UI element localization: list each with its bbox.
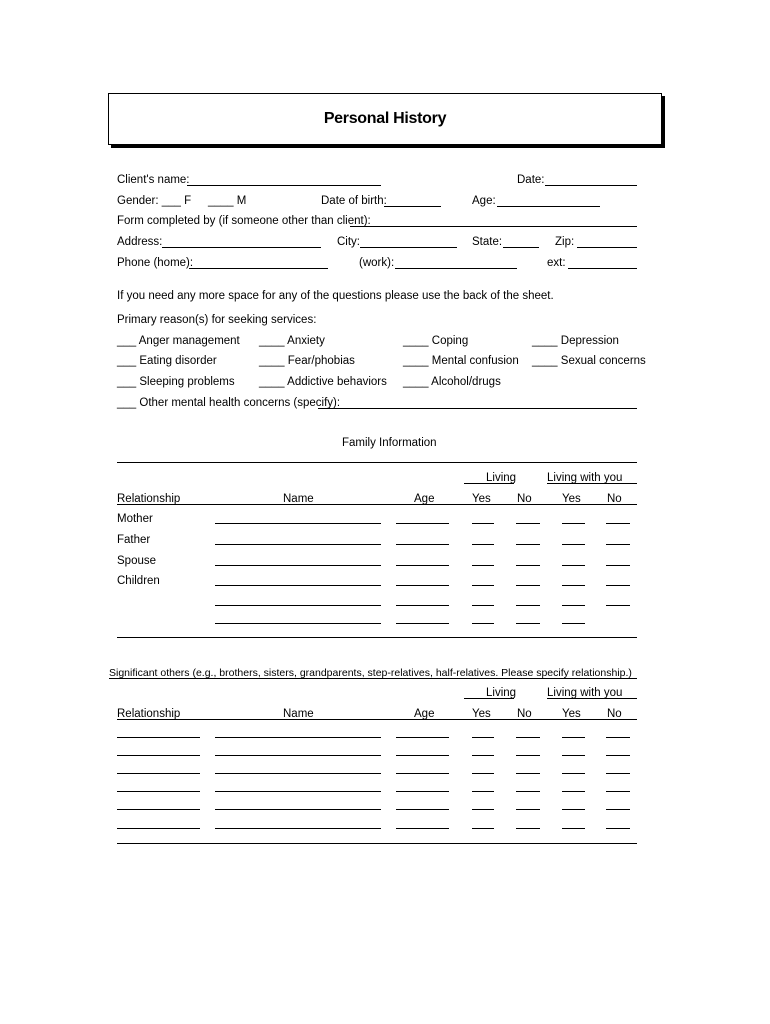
living-yes-blank[interactable]	[472, 585, 494, 586]
living-with-yes-blank[interactable]	[562, 605, 585, 606]
living-with-no-blank[interactable]	[606, 544, 630, 545]
living-no-blank[interactable]	[516, 544, 540, 545]
reason-eating[interactable]: ___ Eating disorder	[117, 355, 217, 367]
living-with-yes-blank[interactable]	[562, 791, 585, 792]
living-with-no-blank[interactable]	[606, 605, 630, 606]
reason-confusion[interactable]: ____ Mental confusion	[403, 355, 519, 367]
sig-living-yes-header: Yes	[472, 708, 491, 720]
relationship-blank[interactable]	[117, 755, 200, 756]
living-header: Living	[486, 472, 517, 484]
name-blank[interactable]	[215, 809, 381, 810]
name-blank[interactable]	[215, 791, 381, 792]
living-yes-blank[interactable]	[472, 773, 494, 774]
living-yes-blank[interactable]	[472, 544, 494, 545]
gender-m-label: ____ M	[208, 195, 247, 207]
sig-living-no-header: No	[517, 708, 532, 720]
living-yes-blank[interactable]	[472, 809, 494, 810]
living-no-blank[interactable]	[516, 605, 540, 606]
reason-fear[interactable]: ____ Fear/phobias	[259, 355, 355, 367]
zip-label: Zip:	[555, 236, 575, 248]
living-no-blank[interactable]	[516, 791, 540, 792]
living-yes-header: Yes	[472, 493, 491, 505]
name-header: Name	[283, 493, 314, 505]
relationship-blank[interactable]	[117, 791, 200, 792]
age-blank[interactable]	[396, 523, 449, 524]
age-blank[interactable]	[396, 773, 449, 774]
age-blank[interactable]	[396, 565, 449, 566]
age-blank[interactable]	[396, 623, 449, 624]
name-blank[interactable]	[215, 585, 381, 586]
living-with-yes-blank[interactable]	[562, 755, 585, 756]
row-mother: Mother	[117, 513, 153, 525]
phone-home-field[interactable]	[189, 256, 328, 269]
reason-anxiety[interactable]: ____ Anxiety	[259, 335, 325, 347]
age-blank[interactable]	[396, 544, 449, 545]
living-with-no-blank[interactable]	[606, 585, 630, 586]
completed-by-field[interactable]	[350, 214, 637, 227]
living-with-no-blank[interactable]	[606, 828, 630, 829]
living-with-no-blank[interactable]	[606, 523, 630, 524]
living-with-yes-header: Yes	[562, 493, 581, 505]
city-label: City:	[337, 236, 360, 248]
living-no-blank[interactable]	[516, 565, 540, 566]
reason-addictive[interactable]: ____ Addictive behaviors	[259, 376, 387, 388]
living-no-header: No	[517, 493, 532, 505]
living-with-yes-blank[interactable]	[562, 523, 585, 524]
city-field[interactable]	[360, 235, 457, 248]
sig-header-underline	[117, 719, 637, 720]
client-name-label: Client's name:	[117, 174, 190, 186]
relationship-blank[interactable]	[117, 828, 200, 829]
name-blank[interactable]	[215, 737, 381, 738]
name-blank[interactable]	[215, 773, 381, 774]
living-yes-blank[interactable]	[472, 605, 494, 606]
living-no-blank[interactable]	[516, 828, 540, 829]
row-children: Children	[117, 575, 160, 587]
living-with-yes-blank[interactable]	[562, 544, 585, 545]
family-bottom-divider	[117, 637, 637, 638]
reason-other[interactable]: ___ Other mental health concerns (specify):	[117, 397, 341, 409]
living-with-no-blank[interactable]	[606, 773, 630, 774]
living-with-header: Living with you	[547, 472, 623, 484]
living-no-blank[interactable]	[516, 585, 540, 586]
other-specify-field[interactable]	[318, 396, 637, 409]
title-box	[108, 93, 662, 145]
age-blank[interactable]	[396, 755, 449, 756]
relationship-blank[interactable]	[117, 737, 200, 738]
living-yes-blank[interactable]	[472, 828, 494, 829]
age-field[interactable]	[497, 194, 600, 207]
living-with-no-blank[interactable]	[606, 565, 630, 566]
family-divider	[117, 462, 637, 463]
sig-living-with-header: Living with you	[547, 687, 623, 699]
living-yes-blank[interactable]	[472, 791, 494, 792]
completed-by-label: Form completed by (if someone other than client):	[117, 215, 371, 227]
dob-label: Date of birth:	[321, 195, 387, 207]
date-label: Date:	[517, 174, 545, 186]
row-father: Father	[117, 534, 151, 546]
living-with-no-blank[interactable]	[606, 809, 630, 810]
sig-relationship-header: Relationship	[117, 708, 181, 720]
sig-name-header: Name	[283, 708, 314, 720]
reason-depression[interactable]: ____ Depression	[532, 335, 619, 347]
living-with-yes-blank[interactable]	[562, 565, 585, 566]
age-blank[interactable]	[396, 809, 449, 810]
sig-living-header: Living	[486, 687, 517, 699]
relationship-header: Relationship	[117, 493, 181, 505]
age-blank[interactable]	[396, 828, 449, 829]
sig-age-header: Age	[414, 708, 435, 720]
state-field[interactable]	[503, 235, 539, 248]
page-title: Personal History	[323, 110, 447, 127]
dob-field[interactable]	[384, 194, 441, 207]
gender-f-label: Gender: ___ F	[117, 195, 192, 207]
living-no-blank[interactable]	[516, 755, 540, 756]
sig-living-with-no-header: No	[607, 708, 622, 720]
age-label: Age:	[472, 195, 496, 207]
living-no-blank[interactable]	[516, 809, 540, 810]
date-field[interactable]	[545, 173, 637, 186]
living-with-yes-blank[interactable]	[562, 828, 585, 829]
living-yes-blank[interactable]	[472, 565, 494, 566]
living-yes-blank[interactable]	[472, 755, 494, 756]
state-label: State:	[472, 236, 503, 248]
family-header-underline	[117, 504, 637, 505]
reason-sexual[interactable]: ____ Sexual concerns	[532, 355, 646, 367]
age-blank[interactable]	[396, 737, 449, 738]
living-yes-blank[interactable]	[472, 623, 494, 624]
family-heading: Family Information	[342, 437, 437, 449]
living-with-yes-blank[interactable]	[562, 773, 585, 774]
client-name-field[interactable]	[187, 173, 381, 186]
name-blank[interactable]	[215, 755, 381, 756]
reasons-heading: Primary reason(s) for seeking services:	[117, 314, 317, 326]
reason-coping[interactable]: ____ Coping	[403, 335, 469, 347]
sig-living-with-yes-header: Yes	[562, 708, 581, 720]
ext-field[interactable]	[568, 256, 637, 269]
name-blank[interactable]	[215, 544, 381, 545]
name-blank[interactable]	[215, 828, 381, 829]
relationship-blank[interactable]	[117, 773, 200, 774]
age-blank[interactable]	[396, 791, 449, 792]
living-with-no-blank[interactable]	[606, 791, 630, 792]
address-label: Address:	[117, 236, 163, 248]
living-no-blank[interactable]	[516, 737, 540, 738]
row-spouse: Spouse	[117, 555, 157, 567]
ext-label: ext:	[547, 257, 566, 269]
reason-anger[interactable]: ___ Anger management	[117, 335, 240, 347]
name-blank[interactable]	[215, 623, 381, 624]
living-no-blank[interactable]	[516, 523, 540, 524]
living-with-yes-blank[interactable]	[562, 623, 585, 624]
living-with-no-header: No	[607, 493, 622, 505]
reason-alcohol[interactable]: ____ Alcohol/drugs	[403, 376, 501, 388]
living-yes-blank[interactable]	[472, 523, 494, 524]
significant-heading: Significant others (e.g., brothers, sisters, grandparents, step-relatives, half-relatives. Please specify relationship.)	[109, 667, 632, 679]
phone-home-label: Phone (home):	[117, 257, 194, 269]
name-blank[interactable]	[215, 523, 381, 524]
age-blank[interactable]	[396, 585, 449, 586]
space-note: If you need any more space for any of the questions please use the back of the sheet.	[117, 290, 554, 302]
living-with-no-blank[interactable]	[606, 755, 630, 756]
zip-field[interactable]	[577, 235, 637, 248]
significant-bottom-divider	[117, 843, 637, 844]
name-blank[interactable]	[215, 605, 381, 606]
living-with-yes-blank[interactable]	[562, 585, 585, 586]
reason-sleeping[interactable]: ___ Sleeping problems	[117, 376, 235, 388]
name-blank[interactable]	[215, 565, 381, 566]
address-field[interactable]	[162, 235, 321, 248]
living-no-blank[interactable]	[516, 623, 540, 624]
work-phone-label: (work):	[359, 257, 395, 269]
living-no-blank[interactable]	[516, 773, 540, 774]
living-with-yes-blank[interactable]	[562, 809, 585, 810]
relationship-blank[interactable]	[117, 809, 200, 810]
living-yes-blank[interactable]	[472, 737, 494, 738]
work-phone-field[interactable]	[395, 256, 517, 269]
age-header: Age	[414, 493, 435, 505]
age-blank[interactable]	[396, 605, 449, 606]
living-with-yes-blank[interactable]	[562, 737, 585, 738]
significant-heading-underline	[109, 678, 637, 679]
living-with-no-blank[interactable]	[606, 737, 630, 738]
